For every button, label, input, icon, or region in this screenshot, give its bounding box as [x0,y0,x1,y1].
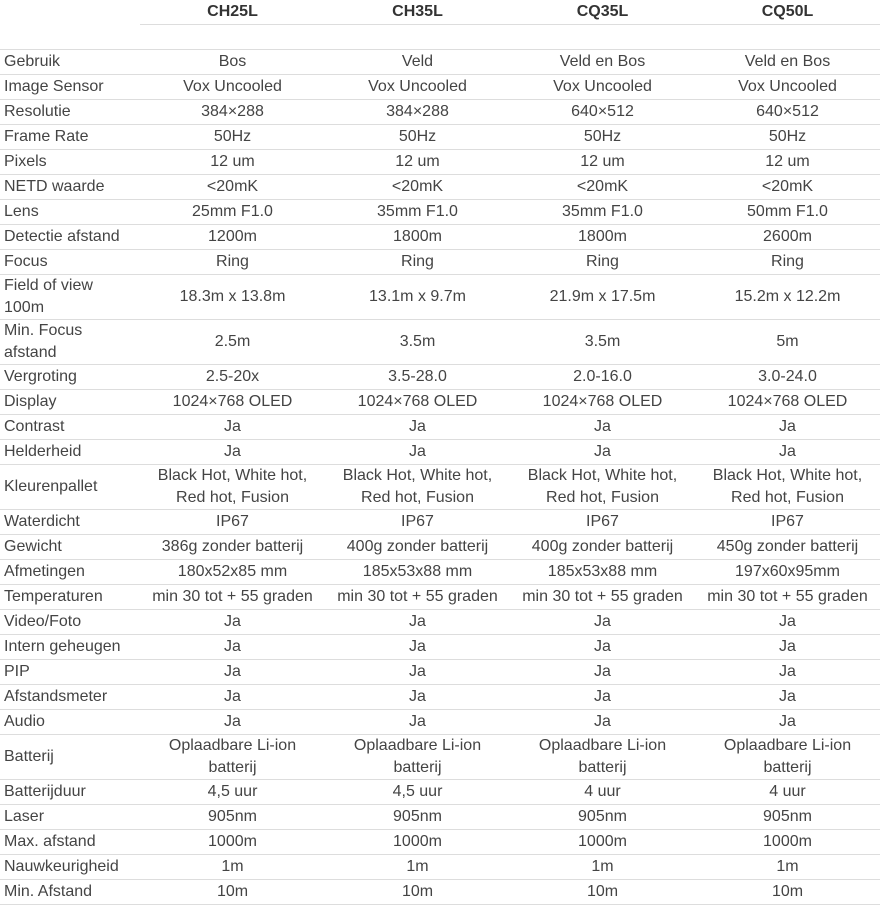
value-ch35l: Black Hot, White hot, Red hot, Fusion [325,465,510,510]
column-header-cq35l: CQ35L [510,0,695,25]
value-cq35l: Ring [510,250,695,275]
value-ch35l: Ja [325,610,510,635]
table-row [0,535,880,560]
value-ch35l: 50Hz [325,125,510,150]
value-cq50l: 1m [695,855,880,880]
value-cq50l: Vox Uncooled [695,75,880,100]
table-row [0,610,880,635]
value-cq35l: Oplaadbare Li-ion batterij [510,735,695,780]
value-ch35l: min 30 tot + 55 graden [325,585,510,610]
table-row [0,200,880,225]
value-ch35l: 1024×768 OLED [325,390,510,415]
row-label: Afstandsmeter [0,685,140,710]
value-ch35l: 3.5m [325,320,510,365]
value-cq35l: Ja [510,685,695,710]
value-ch25l: 18.3m x 13.8m [140,275,325,320]
value-ch25l: Ja [140,610,325,635]
table-row [0,830,880,855]
value-cq35l: 2.0-16.0 [510,365,695,390]
table-row [0,560,880,585]
table-row [0,465,880,510]
row-label: Min. Focus afstand [0,320,140,365]
row-label: Helderheid [0,440,140,465]
value-cq50l: Oplaadbare Li-ion batterij [695,735,880,780]
value-ch25l: Ja [140,710,325,735]
value-ch35l: Ring [325,250,510,275]
row-label: PIP [0,660,140,685]
spacer-cell [695,25,880,50]
table-row [0,685,880,710]
row-label: Frame Rate [0,125,140,150]
value-ch35l: 12 um [325,150,510,175]
value-ch25l: 1000m [140,830,325,855]
value-ch35l: Oplaadbare Li-ion batterij [325,735,510,780]
value-ch35l: Ja [325,710,510,735]
value-cq50l: 5m [695,320,880,365]
value-cq35l: min 30 tot + 55 graden [510,585,695,610]
header-corner-cell [0,0,140,25]
value-ch35l: 905nm [325,805,510,830]
value-cq50l: <20mK [695,175,880,200]
row-label: Focus [0,250,140,275]
row-label: Display [0,390,140,415]
value-cq50l: 450g zonder batterij [695,535,880,560]
value-cq50l: Ja [695,440,880,465]
table-row [0,75,880,100]
row-label: Gewicht [0,535,140,560]
value-ch35l: 10m [325,880,510,905]
value-cq35l: Ja [510,610,695,635]
value-ch25l: Bos [140,50,325,75]
value-cq50l: Ring [695,250,880,275]
value-ch25l: 2.5-20x [140,365,325,390]
column-header-cq50l: CQ50L [695,0,880,25]
value-cq50l: min 30 tot + 55 graden [695,585,880,610]
value-ch25l: Ja [140,415,325,440]
table-row [0,320,880,365]
row-label: Detectie afstand [0,225,140,250]
table-row [0,125,880,150]
row-label: Video/Foto [0,610,140,635]
row-label: Resolutie [0,100,140,125]
row-label: Batterij [0,735,140,780]
table-row [0,390,880,415]
value-cq35l: 185x53x88 mm [510,560,695,585]
value-ch35l: 3.5-28.0 [325,365,510,390]
table-row [0,735,880,780]
value-cq35l: 905nm [510,805,695,830]
value-cq35l: 3.5m [510,320,695,365]
table-row [0,50,880,75]
value-ch35l: IP67 [325,510,510,535]
value-ch35l: 400g zonder batterij [325,535,510,560]
value-cq50l: Veld en Bos [695,50,880,75]
value-ch35l: 1000m [325,830,510,855]
table-row [0,780,880,805]
value-cq35l: 12 um [510,150,695,175]
value-ch25l: 4,5 uur [140,780,325,805]
value-cq50l: Ja [695,415,880,440]
value-ch25l: 50Hz [140,125,325,150]
value-cq35l: 50Hz [510,125,695,150]
value-cq35l: Ja [510,660,695,685]
row-label: Gebruik [0,50,140,75]
value-ch25l: Ja [140,685,325,710]
table-row [0,100,880,125]
row-label: Vergroting [0,365,140,390]
value-cq50l: 4 uur [695,780,880,805]
value-cq50l: Black Hot, White hot, Red hot, Fusion [695,465,880,510]
value-ch25l: Ja [140,660,325,685]
spacer-cell [0,25,140,50]
value-cq35l: Ja [510,415,695,440]
table-row [0,275,880,320]
table-row [0,510,880,535]
row-label: Max. afstand [0,830,140,855]
value-cq35l: 21.9m x 17.5m [510,275,695,320]
value-cq35l: IP67 [510,510,695,535]
value-ch35l: 1800m [325,225,510,250]
row-label: Contrast [0,415,140,440]
value-ch25l: 2.5m [140,320,325,365]
value-cq50l: 905nm [695,805,880,830]
table-row [0,635,880,660]
value-ch35l: 185x53x88 mm [325,560,510,585]
value-ch25l: min 30 tot + 55 graden [140,585,325,610]
value-ch25l: 12 um [140,150,325,175]
value-cq35l: <20mK [510,175,695,200]
value-ch35l: 1m [325,855,510,880]
value-ch35l: Veld [325,50,510,75]
value-ch25l: 386g zonder batterij [140,535,325,560]
table-row [0,660,880,685]
row-label: Kleurenpallet [0,465,140,510]
value-cq50l: Ja [695,685,880,710]
value-ch35l: Ja [325,440,510,465]
value-ch35l: 13.1m x 9.7m [325,275,510,320]
column-header-ch25l: CH25L [140,0,325,25]
value-ch35l: Ja [325,635,510,660]
value-cq35l: Veld en Bos [510,50,695,75]
table-header-row [0,0,880,25]
value-cq50l: 1024×768 OLED [695,390,880,415]
row-label: Intern geheugen [0,635,140,660]
value-cq50l: Ja [695,660,880,685]
row-label: Temperaturen [0,585,140,610]
value-cq50l: Ja [695,610,880,635]
value-cq35l: 1m [510,855,695,880]
value-cq50l: 12 um [695,150,880,175]
value-cq50l: 10m [695,880,880,905]
value-cq35l: 1000m [510,830,695,855]
table-row [0,855,880,880]
value-cq50l: Ja [695,710,880,735]
value-ch25l: <20mK [140,175,325,200]
row-label: Afmetingen [0,560,140,585]
value-cq50l: 2600m [695,225,880,250]
table-row [0,805,880,830]
value-cq35l: 10m [510,880,695,905]
value-ch35l: Vox Uncooled [325,75,510,100]
value-cq35l: Ja [510,710,695,735]
value-cq35l: 1024×768 OLED [510,390,695,415]
value-cq35l: Vox Uncooled [510,75,695,100]
table-row [0,250,880,275]
value-ch25l: 1024×768 OLED [140,390,325,415]
table-row [0,175,880,200]
column-header-ch35l: CH35L [325,0,510,25]
table-row [0,225,880,250]
table-row [0,415,880,440]
value-cq35l: Ja [510,440,695,465]
value-cq35l: Ja [510,635,695,660]
value-ch35l: <20mK [325,175,510,200]
value-ch25l: 180x52x85 mm [140,560,325,585]
table-row [0,710,880,735]
value-ch25l: IP67 [140,510,325,535]
row-label: NETD waarde [0,175,140,200]
value-ch25l: 1200m [140,225,325,250]
spacer-row [0,25,880,50]
value-ch35l: Ja [325,415,510,440]
spacer-cell [140,25,325,50]
value-ch25l: 905nm [140,805,325,830]
value-ch35l: 4,5 uur [325,780,510,805]
row-label: Nauwkeurigheid [0,855,140,880]
spacer-cell [510,25,695,50]
value-ch25l: Ring [140,250,325,275]
value-cq50l: IP67 [695,510,880,535]
row-label: Waterdicht [0,510,140,535]
table-row [0,365,880,390]
row-label: Pixels [0,150,140,175]
value-ch35l: 384×288 [325,100,510,125]
value-ch35l: 35mm F1.0 [325,200,510,225]
value-ch25l: 25mm F1.0 [140,200,325,225]
table-row [0,880,880,905]
table-row [0,150,880,175]
value-cq50l: 50mm F1.0 [695,200,880,225]
row-label: Min. Afstand [0,880,140,905]
value-cq50l: Ja [695,635,880,660]
value-ch25l: Ja [140,635,325,660]
value-ch35l: Ja [325,685,510,710]
row-label: Batterijduur [0,780,140,805]
spacer-cell [325,25,510,50]
table-row [0,440,880,465]
value-ch35l: Ja [325,660,510,685]
value-cq50l: 1000m [695,830,880,855]
value-ch25l: 384×288 [140,100,325,125]
value-cq50l: 197x60x95mm [695,560,880,585]
value-cq50l: 640×512 [695,100,880,125]
value-ch25l: Vox Uncooled [140,75,325,100]
row-label: Image Sensor [0,75,140,100]
row-label: Lens [0,200,140,225]
value-ch25l: 1m [140,855,325,880]
value-ch25l: 10m [140,880,325,905]
value-cq35l: Black Hot, White hot, Red hot, Fusion [510,465,695,510]
value-cq35l: 4 uur [510,780,695,805]
value-cq35l: 35mm F1.0 [510,200,695,225]
table-row [0,585,880,610]
value-cq50l: 50Hz [695,125,880,150]
value-cq35l: 400g zonder batterij [510,535,695,560]
value-cq35l: 640×512 [510,100,695,125]
value-ch25l: Oplaadbare Li-ion batterij [140,735,325,780]
row-label: Laser [0,805,140,830]
value-cq35l: 1800m [510,225,695,250]
row-label: Field of view 100m [0,275,140,320]
row-label: Audio [0,710,140,735]
value-ch25l: Black Hot, White hot, Red hot, Fusion [140,465,325,510]
value-cq50l: 15.2m x 12.2m [695,275,880,320]
value-cq50l: 3.0-24.0 [695,365,880,390]
value-ch25l: Ja [140,440,325,465]
